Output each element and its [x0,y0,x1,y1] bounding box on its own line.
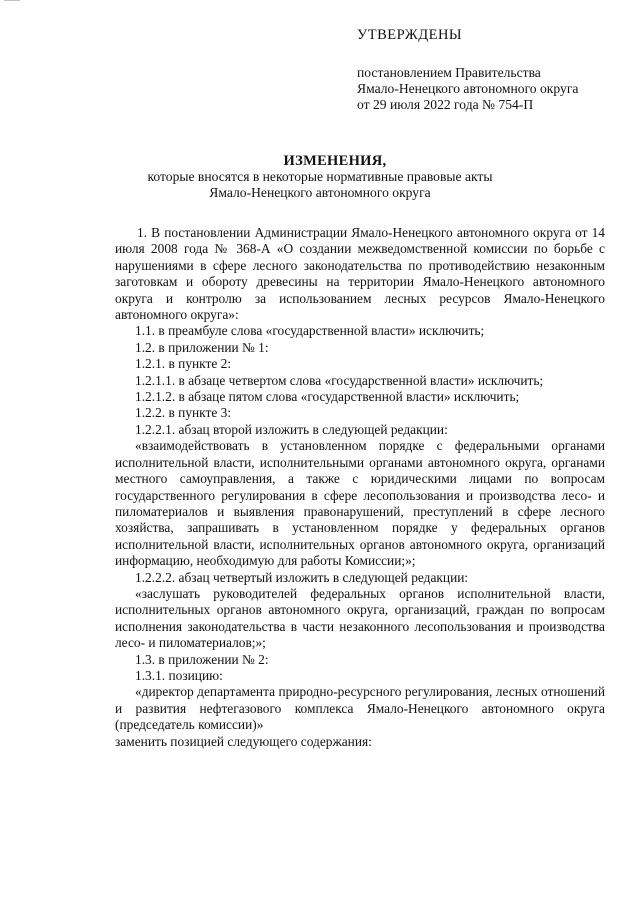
approval-line: постановлением Правительства [357,65,541,80]
title-main: ИЗМЕНЕНИЯ, [283,153,387,169]
paragraph-1-2-1-2: 1.2.1.2. в абзаце пятом слова «государственной власти» исключить; [135,389,520,405]
document-body [115,225,605,750]
paragraph-1-3: 1.3. в приложении № 2: [135,651,269,667]
approval-heading: УТВЕРЖДЕНЫ [357,27,463,43]
quoted-paragraph: «директор департамента природно-ресурсного регулирования, лесных отношений и развития нефтегазового комплекса Ямало-Ненецкого автономного округа (председатель комиссии)» [115,684,605,733]
paragraph-1-1: 1.1. в преамбуле слова «государственной власти» исключить; [135,323,485,339]
paragraph-1: 1. В постановлении Администрации Ямало-Ненецкого автономного округа от 14 июля 2008 года № 368-А «О создании межведомственной комиссии по борьбе с нарушениями в сфере лесного законодательства по противодействию незаконным заготовкам и обороту древесины на территории Ямало-Ненецкого автономного округа и контролю за использованием лесных ресурсов Ямало-Ненецкого автономного округа»: [115,225,605,323]
paragraph-1-2-1-1: 1.2.1.1. в абзаце четвертом слова «государственной власти» исключить; [135,372,544,388]
quoted-paragraph: «взаимодействовать в установленном порядке с федеральными органами исполнительной власти, исполнительными органами автономного округа, органами местного самоуправления, а также с юридическими лицами по вопросам государственного регулирования в сфере лесопользования и производства лесо- и пиломатериалов и выявления правонарушений, преступлений в сфере лесного хозяйства, запрашивать в установленном порядке у федеральных органов исполнительной власти, исполнительных органов автономного округа, организаций информацию, необходимую для работы Комиссии;»; [115,438,605,569]
paragraph-1-2: 1.2. в приложении № 1: [135,339,269,355]
paragraph-1-2-2-2: 1.2.2.2. абзац четвертый изложить в следующей редакции: [135,569,469,585]
paragraph-1-2-1: 1.2.1. в пункте 2: [135,356,232,372]
scan-corner-mark [4,0,20,4]
title-subtitle: которые вносятся в некоторые нормативные правовые акты [147,169,493,184]
paragraph-1-2-2-1: 1.2.2.1. абзац второй изложить в следующей редакции: [135,421,448,437]
closing-line: заменить позицией следующего содержания: [115,733,372,749]
paragraph-1-2-2: 1.2.2. в пункте 3: [135,405,232,421]
quoted-paragraph: «заслушать руководителей федеральных органов исполнительной власти, исполнительных органов автономного округа, организаций, граждан по вопросам исполнения законодательства в части незаконного лесопользования и производства лесо- и пиломатериалов;»; [115,585,605,651]
approval-line: от 29 июля 2022 года № 754-П [357,97,534,112]
title-subtitle: Ямало-Ненецкого автономного округа [209,185,431,200]
approval-line: Ямало-Ненецкого автономного округа [357,81,579,96]
document-title [0,153,640,201]
approval-block [357,27,627,113]
paragraph-1-3-1: 1.3.1. позицию: [135,667,223,683]
